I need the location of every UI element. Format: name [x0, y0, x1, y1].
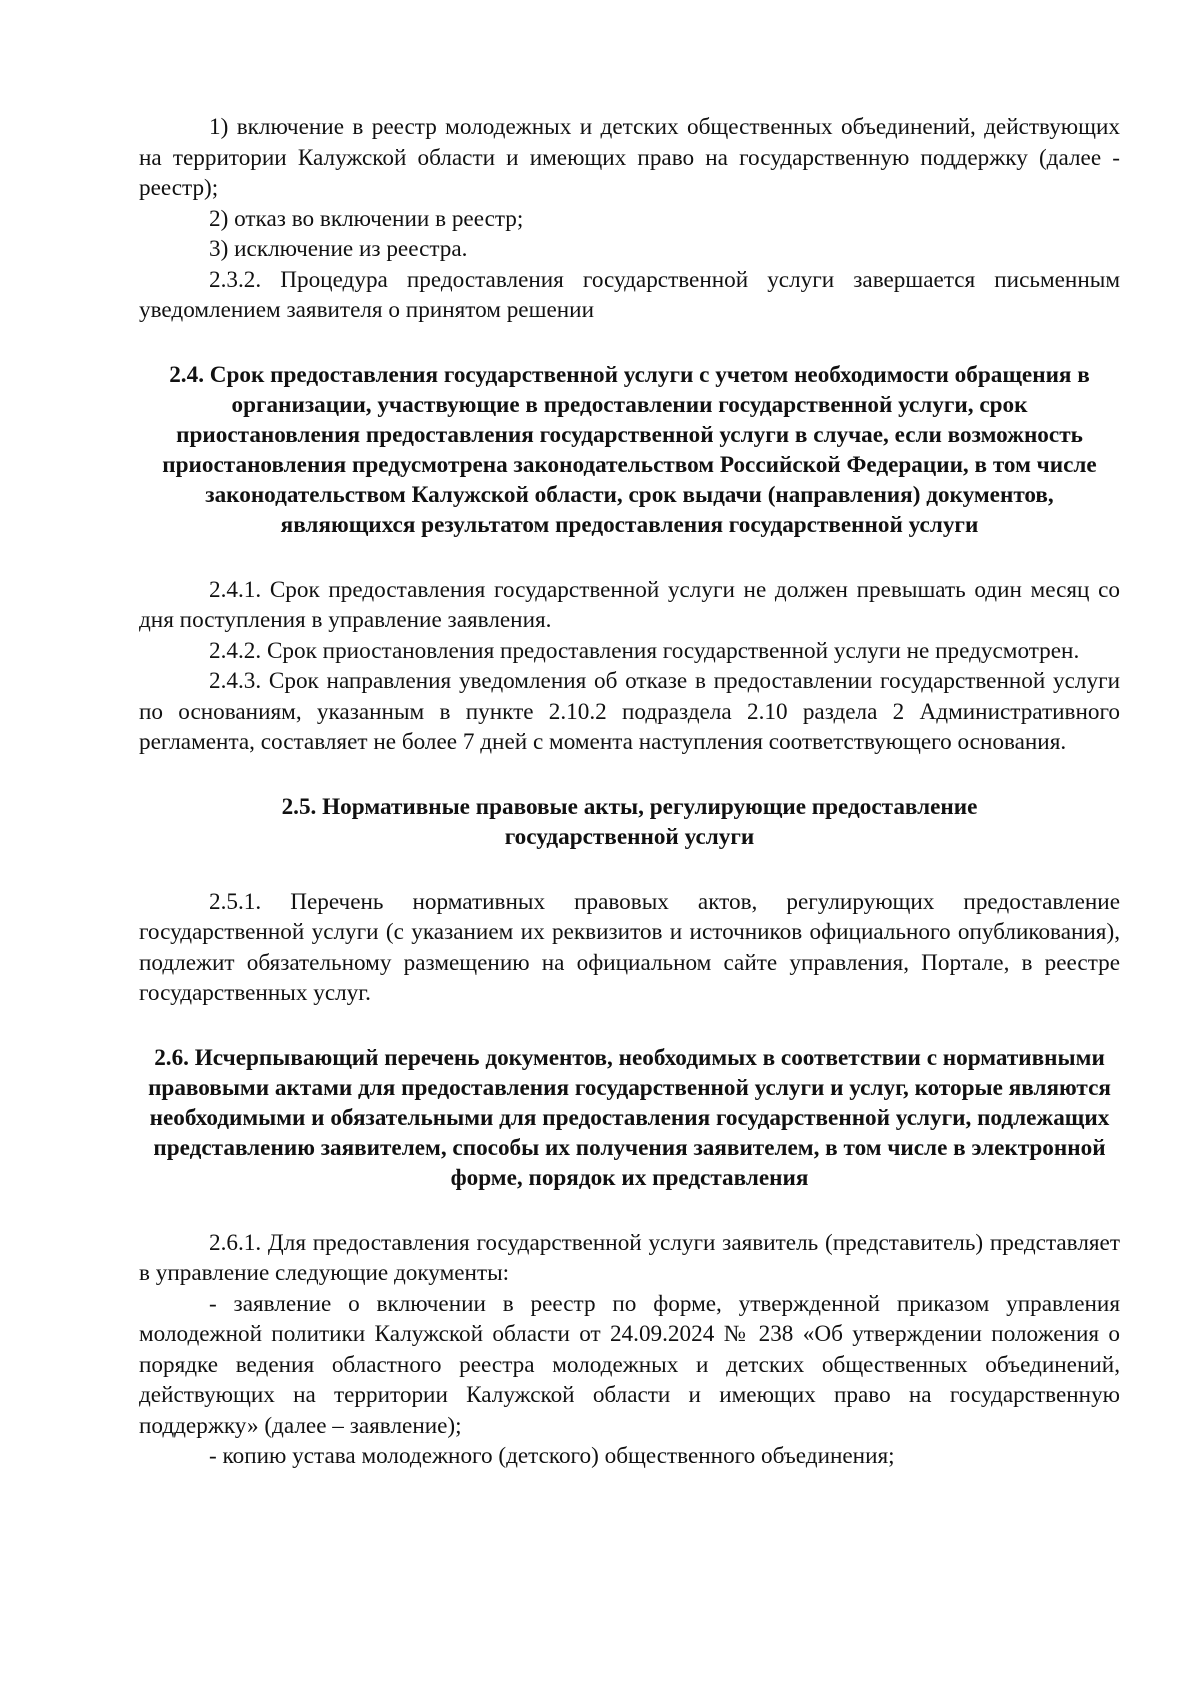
paragraph-2-3-2: 2.3.2. Процедура предоставления государственной услуги завершается письменным уведомлением заявителя о принятом решении — [139, 266, 1120, 323]
result-item-2: 2) отказ во включении в реестр; — [209, 205, 524, 232]
paragraph-2-6-1: 2.6.1. Для предоставления государственной услуги заявитель (представитель) представляет в управление следующие документы: — [139, 1229, 1120, 1286]
result-item-1: 1) включение в реестр молодежных и детских общественных объединений, действующих на территории Калужской области и имеющих право на государственную поддержку (далее - реестр); — [139, 114, 1120, 201]
result-item-3: 3) исключение из реестра. — [209, 236, 468, 262]
section-heading-2-6: 2.6. Исчерпывающий перечень документов, необходимых в соответствии с нормативными правовыми актами для предоставления государственной услуги и услуг, которые являются необходимыми и обязательными для предоставления государственной услуги, подлежащих представлению заявителем, способы их получения заявителем, в том числе в электронной форме, порядок их представления — [148, 1044, 1111, 1191]
document-list-item-charter: - копию устава молодежного (детского) общественного объединения; — [209, 1443, 895, 1469]
section-heading-2-5: 2.5. Нормативные правовые акты, регулирующие предоставление государственной услуги — [281, 793, 978, 850]
document-list-item-application: - заявление о включении в реестр по форме, утвержденной приказом управления молодежной политики Калужской области от 24.09.2024 № 238 «Об утверждении положения о порядке ведения областного реестра молодежных и детских общественных объединений, действующих на территории Калужской области и имеющих право на государственную поддержку» (далее – заявление); — [139, 1290, 1120, 1439]
section-heading-2-4: 2.4. Срок предоставления государственной услуги с учетом необходимости обращения в организации, участвующие в предоставлении государственной услуги, срок приостановления предоставления государственной услуги в случае, если возможность приостановления предусмотрена законодательством Российской Федерации, в том числе законодательством Калужской области, срок выдачи (направления) документов, являющихся результатом предоставления государственной услуги — [162, 361, 1097, 538]
paragraph-2-5-1: 2.5.1. Перечень нормативных правовых актов, регулирующих предоставление государственной услуги (с указанием их реквизитов и источников официального опубликования), подлежит обязательному размещению на официальном сайте управления, Портале, в реестре государственных услуг. — [139, 888, 1120, 1006]
paragraph-2-4-1: 2.4.1. Срок предоставления государственной услуги не должен превышать один месяц со дня поступления в управление заявления. — [139, 576, 1120, 633]
paragraph-2-4-3: 2.4.3. Срок направления уведомления об отказе в предоставлении государственной услуги по основаниям, указанным в пункте 2.10.2 подраздела 2.10 раздела 2 Административного регламента, составляет не более 7 дней с момента наступления соответствующего основания. — [139, 668, 1120, 755]
paragraph-2-4-2: 2.4.2. Срок приостановления предоставления государственной услуги не предусмотрен. — [209, 637, 1080, 664]
